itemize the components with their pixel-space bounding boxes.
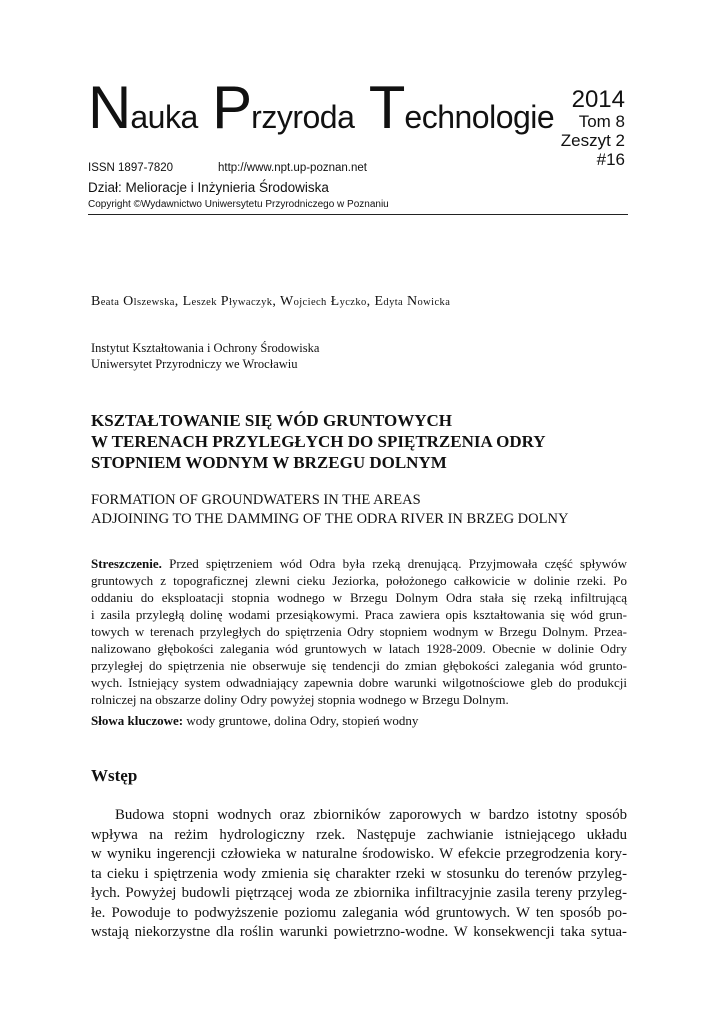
abstract-line: przyległej do spiętrzenia nie obserwuje się tendencji do zmian głębokości zalegania wód grunto- — [91, 658, 627, 673]
journal-title-word: Nauka — [88, 74, 198, 141]
affiliation-line: Uniwersytet Przyrodniczy we Wrocławiu — [91, 357, 298, 371]
title-line: ADJOINING TO THE DAMMING OF THE ODRA RIVER IN BRZEG DOLNY — [91, 511, 569, 527]
abstract-line: wych. Istniejący system odwadniający zapewnia dobre warunki wilgotnościowe gleb do produkcji — [91, 675, 627, 690]
body-line: łych. Powyżej budowli piętrzącej woda ze zbiornika infiltracyjnie zasila tereny przyleg- — [91, 885, 627, 901]
abstract-line: oddaniu do eksploatacji stopnia wodnego w Brzegu Dolnym Odra stała się rzeką infiltrującą — [91, 590, 627, 605]
affiliation-line: Instytut Kształtowania i Ochrony Środowiska — [91, 341, 320, 355]
body-line: ta cieku i spiętrzenia wody zmienia się charakter rzeki w stosunku do terenów przyleg- — [91, 865, 627, 882]
article-title-english — [91, 491, 568, 529]
author: Leszek Pływaczyk, — [182, 294, 280, 309]
keywords — [91, 713, 418, 729]
abstract-line: nalizowano głębokości zalegania wód gruntowych w latach 1928-2009. Obecnie w dolinie Odry — [91, 641, 627, 656]
header-divider — [88, 214, 628, 215]
abstract-line: rolniczej na obszarze doliny Odry powyżej stopnia wodnego w Brzegu Dolnym. — [91, 692, 509, 707]
abstract-line: gruntowych z topograficznej zlewni cieku Jeziorka, położonego całkowicie w dolinie rzeki. Po — [91, 573, 627, 588]
journal-meta — [88, 162, 367, 174]
author: Edyta Nowicka — [374, 294, 451, 309]
copyright: Copyright ©Wydawnictwo Uniwersytetu Przyrodniczego w Poznaniu — [88, 199, 389, 210]
journal-title-word: Technologie — [368, 74, 555, 141]
issn: ISSN 1897-7820 — [88, 162, 174, 174]
affiliation — [91, 340, 319, 372]
journal-title-word: Przyroda — [212, 74, 355, 141]
body-line: w wyniku ingerencji człowieka w naturalne środowisko. W efekcie przegrodzenia kory- — [91, 846, 627, 862]
issue-year: 2014 — [571, 86, 625, 113]
abstract-label: Streszczenie. — [91, 556, 162, 571]
journal-title — [88, 74, 560, 141]
journal-section: Dział: Melioracje i Inżynieria Środowiska — [88, 180, 329, 195]
title-line: FORMATION OF GROUNDWATERS IN THE AREAS — [91, 492, 421, 508]
title-line: W TERENACH PRZYLEGŁYCH DO SPIĘTRZENIA ODRY — [91, 432, 546, 451]
section-body — [91, 806, 627, 943]
author: Beata Olszewska, — [91, 294, 183, 309]
body-line: wpływa na reżim hydrologiczny rzek. Następuje zachwianie istniejącego układu — [91, 826, 627, 843]
article-title-polish — [91, 410, 546, 473]
body-line: łe. Powoduje to podwyższenie poziomu zalegania wód gruntowych. W ten sposób po- — [91, 904, 627, 921]
abstract-line: Streszczenie. Przed spiętrzeniem wód Odra była rzeką drenującą. Przyjmowała część spływów — [91, 556, 627, 571]
title-line: KSZTAŁTOWANIE SIĘ WÓD GRUNTOWYCH — [91, 411, 453, 430]
keywords-label: Słowa kluczowe: — [91, 713, 184, 728]
journal-url[interactable]: http://www.npt.up-poznan.net — [218, 162, 367, 174]
issue-volume: Tom 8 — [578, 112, 625, 132]
abstract — [91, 555, 627, 708]
article-number: #16 — [596, 149, 625, 169]
body-line: wstają niekorzystne dla roślin warunki powietrzno-wodne. W konsekwencji taka sytua- — [91, 924, 627, 940]
authors — [91, 294, 450, 310]
issue-info — [561, 87, 625, 169]
body-line: Budowa stopni wodnych oraz zbiorników zaporowych w bardzo istotny sposób — [115, 807, 627, 823]
keywords-text: wody gruntowe, dolina Odry, stopień wodny — [183, 713, 419, 728]
issue-number: Zeszyt 2 — [560, 131, 625, 151]
author: Wojciech Łyczko, — [279, 294, 375, 309]
abstract-line: towych w terenach przyległych do spiętrzenia Odry stopniem wodnym w Brzegu Dolnym. Przea- — [91, 624, 627, 639]
section-heading: Wstęp — [91, 766, 138, 785]
abstract-line: i zasila przyległą dolinę wodami przesiąkowymi. Praca zawiera opis kształtowania się wód grun- — [91, 607, 627, 622]
title-line: STOPNIEM WODNYM W BRZEGU DOLNYM — [91, 453, 447, 472]
